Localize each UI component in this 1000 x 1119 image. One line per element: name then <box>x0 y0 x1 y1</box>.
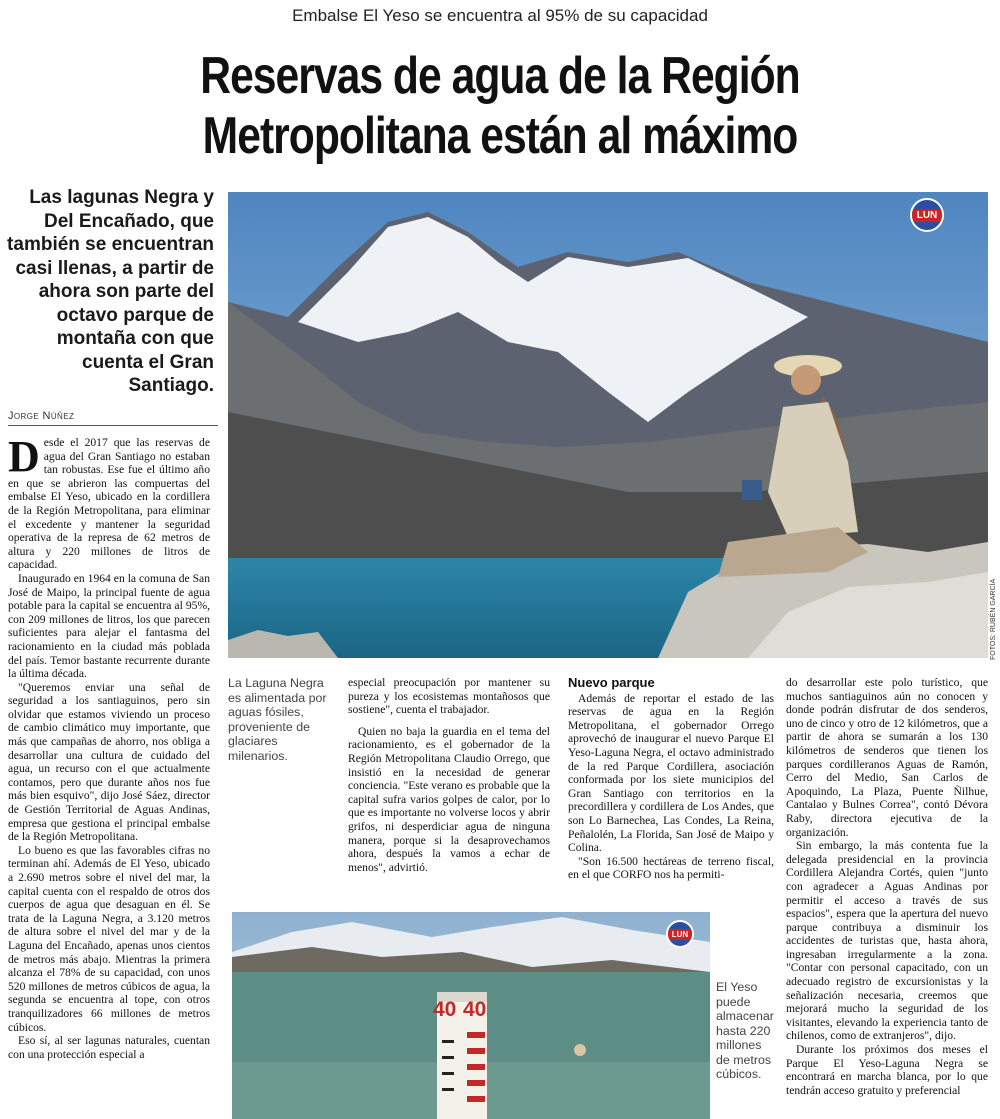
headline-line-2: Metropolitana están al máximo <box>202 107 798 165</box>
paragraph: Sin embargo, la más contenta fue la delegada presidencial en la provincia Cordillera Alejandra Cortés, quien "junto con agradecer a Aguas Andinas por permitir el acceso a través de sus espacios", espera que la apertura del nuevo parque contribuya a disminuir los accidentes de turistas que, hasta ahora, ingresaban irregularmente a la zona. "Contar con personal capacitado, con un adecuado registro de excursionistas y la señalización necesaria, creemos que mejorará mucho la seguridad de los visitantes, elevando la experiencia tanto de chilenos, como de extranjeros", dijo. <box>786 839 988 1043</box>
paragraph: Quien no baja la guardia en el tema del racionamiento, es el gobernador de la Región Metropolitana Claudio Orrego, que insistió en la necesidad de generar conciencia. "Este verano es probable que la capital sufra varios golpes de calor, por lo que es importante no volverse locos y abrir grifos, ni desperdiciar agua de ninguna manera, porque si la desaprovechamos ahora, después la vamos a echar de menos", advirtió. <box>348 724 550 874</box>
second-photo <box>232 912 710 1119</box>
column-4 <box>786 676 988 1119</box>
paragraph: especial preocupación por mantener su pureza y los ecosistemas montañosos que sostiene", cuenta el trabajador. <box>348 676 550 717</box>
lun-logo: LUN <box>910 198 944 232</box>
paragraph: Durante los próximos dos meses el Parque El Yeso-Laguna Negra se encontrará en marcha blanca, por lo que tendrán acceso gratuito y preferencial <box>786 1043 988 1097</box>
paragraph: Lo bueno es que las favorables cifras no terminan ahí. Además de El Yeso, ubicado a 2.690 metros sobre el nivel del mar, la capital cuenta con el respaldo de otros dos cuerpos de agua que desaguan en él. Se trata de la Laguna Negra, a 3.120 metros de altura sobre el nivel del mar y de la Laguna del Encañado, apenas unos cientos de metros más abajo. Mientras la primera alcanza el 78% de su capacidad, con unos 520 millones de metros cúbicos de agua, la segunda se encuentra al tope, con otros tranquilizadores 66 millones de metros cúbicos. <box>8 843 210 1034</box>
kicker: Embalse El Yeso se encuentra al 95% de su capacidad <box>292 6 708 25</box>
byline: Jorge Núñez <box>8 410 218 426</box>
mountain-lake-illustration <box>228 192 988 658</box>
paragraph: "Son 16.500 hectáreas de terreno fiscal, en el que CORFO nos ha permiti- <box>568 854 774 882</box>
gauge-label-left: 40 <box>433 998 457 1021</box>
second-photo-caption: El Yeso puede almacenar hasta 220 millones de metros cúbicos. <box>716 980 774 1081</box>
gauge-label-right: 40 <box>463 998 487 1021</box>
photo-credit: FOTOS: RUBÉN GARCÍA <box>990 578 997 660</box>
deck: Las lagunas Negra y Del Encañado, que también se encuentran casi llenas, a partir de ahora son parte del octavo parque de montaña con que cuenta el Gran Santiago. <box>7 187 214 396</box>
paragraph: do desarrollar este polo turístico, que muchos santiaguinos aún no conocen y donde podrán disfrutar de dos senderos, uno de cinco y otro de 12 kilómetros, que a partir de ahora se sumarán a los 130 kilómetros de senderos que tienen los parques cordilleranos Aguas de Ramón, Cerro del Medio, San Carlos de Apoquindo, La Plaza, Puente Ñilhue, Cantalao y Bulnes Correa", contó Dévora Raby, directora ejecutiva de la organización. <box>786 676 988 839</box>
paragraph: Desde el 2017 que las reservas de agua del Gran Santiago no estaban tan robustas. Ese fue el último año en que se abrieron las compuertas del embalse El Yeso, ubicado en la cordillera de la Región Metropolitana, para eliminar el excedente y mantener la seguridad operativa de la represa de 62 metros de altura y 220 millones de litros de capacidad. <box>8 436 210 572</box>
paragraph: Además de reportar el estado de las reservas de agua en la Región Metropolitana, el gobernador Orrego aprovechó de inaugurar el nuevo Parque El Yeso-Laguna Negra, el octavo administrado de la red Parque Cordillera, asociación conformada por los siete municipios del Gran Santiago con territorios en la precordillera y cordillera de Los Andes, que son Lo Barnechea, Las Condes, La Reina, Peñalolén, La Florida, San José de Maipo y Colina. <box>568 691 774 855</box>
main-photo <box>228 192 988 658</box>
main-photo-caption: La Laguna Negra es alimentada por aguas fósiles, proveniente de glaciares milenarios. <box>228 676 327 763</box>
subhead-nuevo-parque: Nuevo parque <box>568 676 655 690</box>
paragraph: Inaugurado en 1964 en la comuna de San José de Maipo, la principal fuente de agua potable para la capital se encuentra al 95%, con 209 millones de litros, los que parecen suficientes para alejar el fantasma del racionamiento en la ciudad más poblada del país. Temor bastante recurrente durante la última década. <box>8 571 210 681</box>
column-2 <box>348 676 550 886</box>
lun-logo-2: LUN <box>666 920 694 948</box>
headline-line-1: Reservas de agua de la Región <box>200 47 800 105</box>
paragraph: "Queremos enviar una señal de seguridad a los santiaguinos, pero sin olvidar que estamos viviendo un proceso de cambio climático muy importante, que más que campañas de ahorro, nos obliga a desarrollar una cultura de cuidado del agua, un recurso con el que actualmente contamos, pero que durante años nos fue más bien esquivo", dijo José Sáez, director de Gestión Territorial de Aguas Andinas, empresa que gestiona el principal embalse de la Región Metropolitana. <box>8 680 210 844</box>
column-3 <box>568 676 774 886</box>
paragraph: Eso sí, al ser lagunas naturales, cuentan con una protección especial a <box>8 1034 210 1061</box>
headline <box>115 46 886 166</box>
column-1 <box>8 436 210 1119</box>
dropcap: D <box>8 436 40 481</box>
